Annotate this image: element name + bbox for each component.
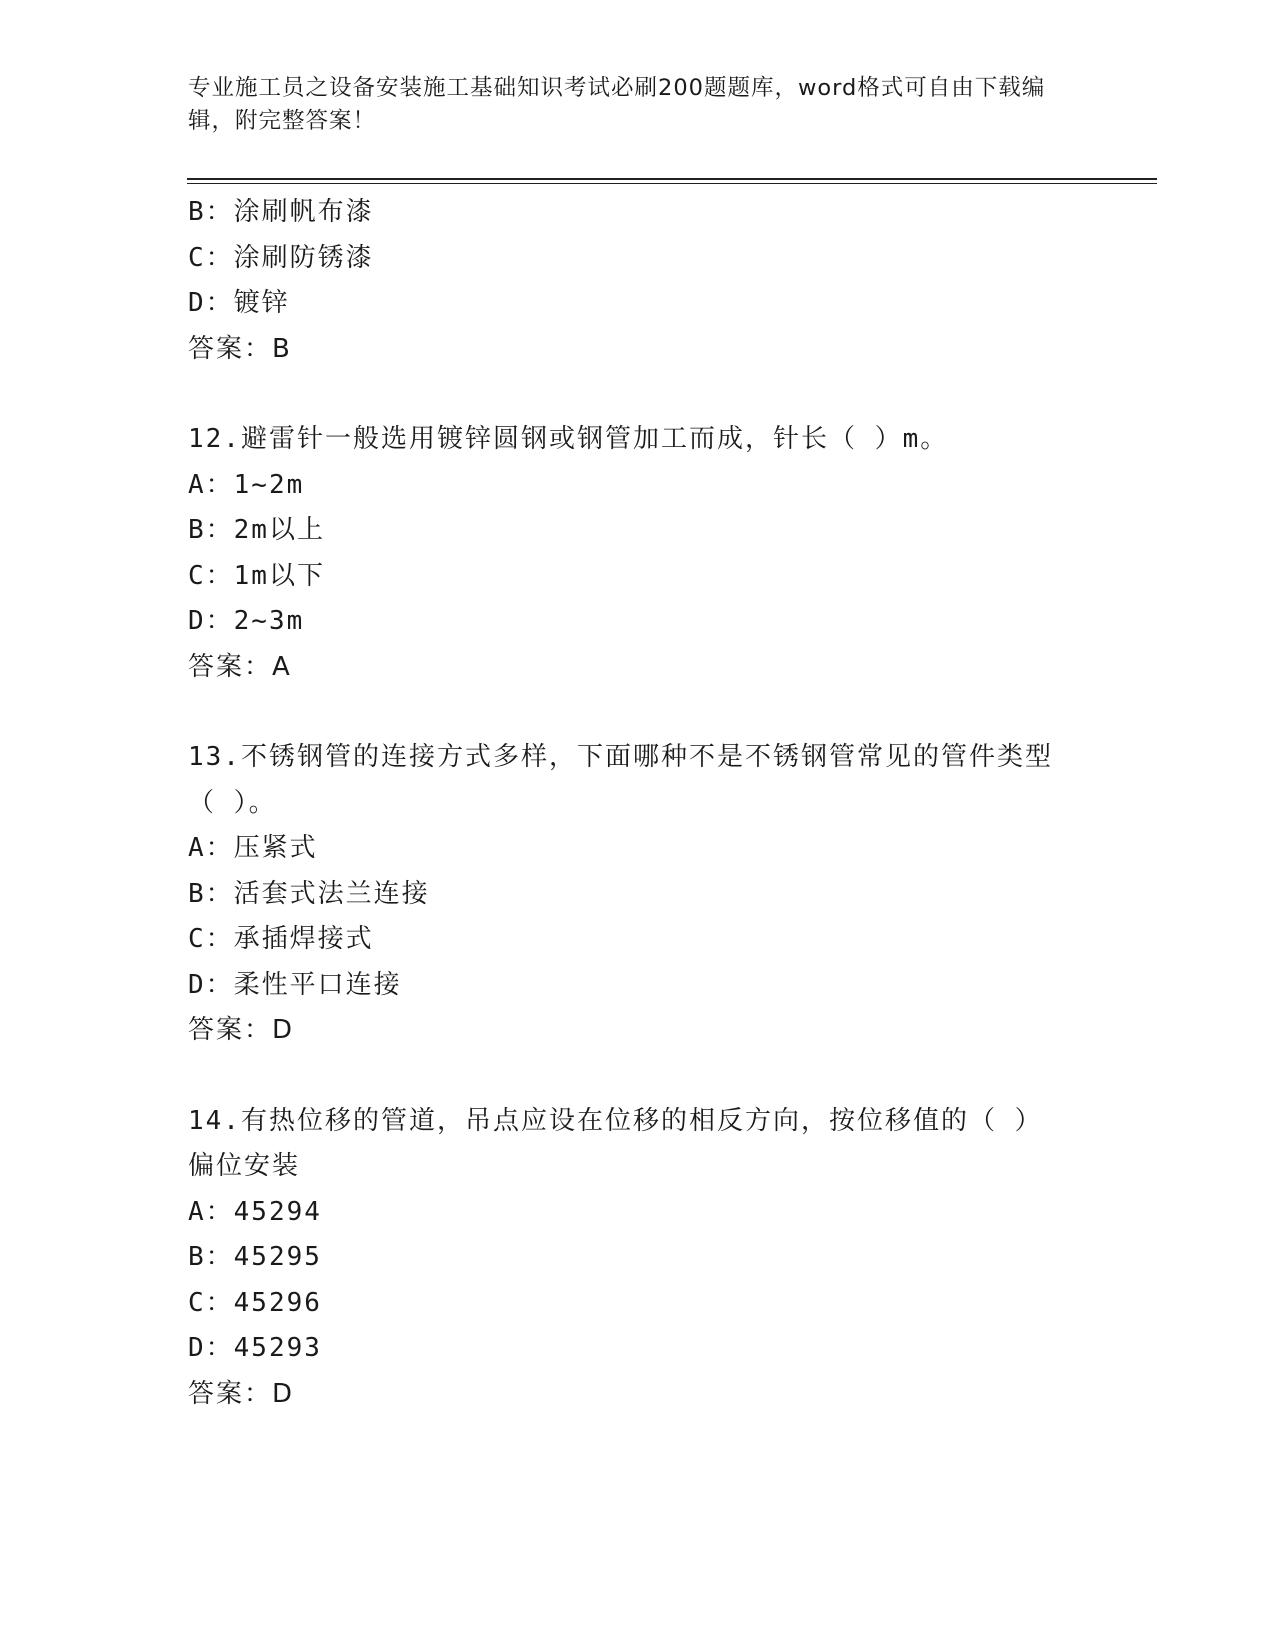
option-d: D：2~3m bbox=[188, 606, 305, 636]
option-d: D：45293 bbox=[188, 1333, 322, 1363]
question-list bbox=[188, 190, 1088, 1417]
question-block-13 bbox=[188, 735, 1088, 1054]
page-header: 专业施工员之设备安装施工基础知识考试必刷200题题库，word格式可自由下载编辑，附完整答案！ bbox=[188, 75, 1046, 134]
option-b: B：45295 bbox=[188, 1242, 322, 1272]
question-block-12 bbox=[188, 417, 1088, 690]
answer-line: 答案：A bbox=[188, 651, 292, 682]
option-d: D：柔性平口连接 bbox=[188, 969, 402, 1000]
answer-line: 答案：D bbox=[188, 1378, 295, 1409]
option-a: A：45294 bbox=[188, 1196, 322, 1227]
question-stem: 12.避雷针一般选用镀锌圆钢或钢管加工而成，针长（ ）m。 bbox=[188, 424, 949, 454]
option-d: D：镀锌 bbox=[188, 288, 290, 318]
option-b: B：涂刷帆布漆 bbox=[188, 197, 374, 227]
answer-line: 答案：D bbox=[188, 1015, 295, 1045]
question-block-11 bbox=[188, 190, 1088, 372]
option-b: B：2m以上 bbox=[188, 515, 325, 545]
question-stem: 14.有热位移的管道，吊点应设在位移的相反方向，按位移值的（ ）偏位安装 bbox=[188, 1105, 1043, 1181]
option-a: A：1~2m bbox=[188, 469, 305, 500]
option-c: C：1m以下 bbox=[188, 560, 325, 591]
option-b: B：活套式法兰连接 bbox=[188, 878, 430, 909]
answer-line: 答案：B bbox=[188, 333, 292, 364]
option-a: A：压紧式 bbox=[188, 833, 318, 863]
spacer bbox=[188, 372, 1088, 417]
spacer bbox=[188, 690, 1088, 735]
header-divider bbox=[187, 178, 1157, 180]
spacer bbox=[188, 1054, 1088, 1099]
question-stem: 13.不锈钢管的连接方式多样，下面哪种不是不锈钢管常见的管件类型（ ）。 bbox=[188, 742, 1053, 818]
option-c: C：涂刷防锈漆 bbox=[188, 242, 374, 273]
header-divider-thin bbox=[187, 183, 1157, 184]
option-c: C：承插焊接式 bbox=[188, 924, 374, 954]
question-block-14 bbox=[188, 1099, 1088, 1418]
option-c: C：45296 bbox=[188, 1287, 322, 1318]
